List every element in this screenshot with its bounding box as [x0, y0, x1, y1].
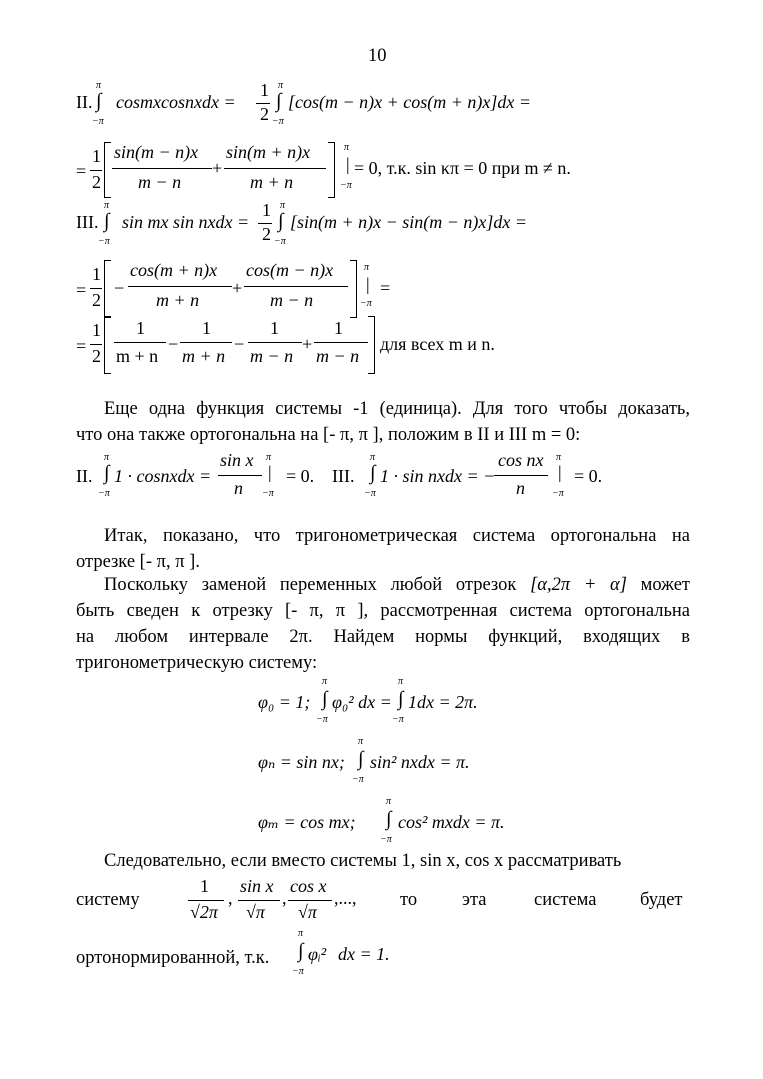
fraction-bar [188, 900, 224, 901]
fraction-num: sin(m − n)x [114, 142, 199, 162]
text-word: то [400, 890, 418, 910]
text-line: ортонормированной, т.к. [76, 948, 270, 968]
integral-sign: ∫ [276, 90, 282, 112]
limit-lower: −π [360, 298, 372, 309]
fraction-num: 1 [92, 146, 101, 166]
formula-rhs: [sin(m + n)x − sin(m − n)x]dx = [290, 212, 528, 232]
fraction-bar [90, 170, 102, 171]
limit-upper: π [322, 676, 328, 687]
fraction-num: 1 [260, 80, 269, 100]
fraction-den: √π [246, 902, 265, 922]
eval-bar: | [558, 462, 562, 482]
fraction-den: √2π [190, 902, 218, 922]
fraction-bar [238, 900, 280, 901]
limit-upper: π [398, 676, 404, 687]
fraction-den: m + n [156, 290, 200, 310]
bracket-left [104, 142, 111, 198]
text-line: Следовательно, если вместо системы 1, sin x, cos x рассматривать [104, 851, 622, 871]
fraction-num: 1 [262, 200, 271, 220]
sequence-tail: ,..., [334, 888, 357, 908]
integral-sign: ∫ [278, 210, 284, 232]
limit-upper: π [556, 452, 562, 463]
fraction-num: 1 [92, 320, 101, 340]
fraction-bar [218, 475, 262, 476]
limit-lower: −π [274, 236, 286, 247]
integral-sign: ∫ [96, 90, 102, 112]
phi-i-squared: φᵢ² [308, 944, 327, 964]
formula-rhs: [cos(m − n)x + cos(m + n)x]dx = [288, 92, 532, 112]
page-number: 10 [368, 46, 387, 66]
limit-lower: −π [392, 714, 404, 725]
fraction-bar [288, 900, 332, 901]
fraction-bar [244, 286, 348, 287]
limit-upper: π [266, 452, 272, 463]
fraction-num: cos nx [498, 450, 544, 470]
formula-tail: = 0. [286, 466, 315, 486]
limit-upper: π [104, 200, 110, 211]
integral-sign: ∫ [298, 940, 304, 962]
fraction-den: √π [298, 902, 317, 922]
fraction-den: m − n [138, 172, 182, 192]
limit-upper: π [280, 200, 286, 211]
text-line: отрезке [- π, π ]. [76, 552, 200, 572]
integral-sign: ∫ [104, 210, 110, 232]
bracket-right [368, 316, 375, 374]
limit-lower: −π [262, 488, 274, 499]
paragraph-4-line1 [76, 848, 690, 874]
limit-lower: −π [552, 488, 564, 499]
fraction-num: 1 [136, 318, 145, 338]
fraction-den: m − n [316, 346, 360, 366]
formula-label: II. [76, 92, 93, 112]
text-word: будет [640, 890, 683, 910]
fraction-den: 2 [92, 290, 101, 310]
fraction-num: cos(m − n)x [246, 260, 334, 280]
bracket-right [350, 260, 357, 318]
text-line: тригонометрическую систему: [76, 653, 318, 673]
norm-integral: φ₀² dx = [332, 692, 392, 712]
formula-tail: = 0. [574, 466, 603, 486]
integral-sign: ∫ [398, 688, 404, 710]
fraction-den: 2 [92, 172, 101, 192]
fraction-num: 1 [202, 318, 211, 338]
formula-label: III. [76, 212, 99, 232]
fraction-den: n [516, 478, 525, 498]
limit-upper: π [386, 796, 392, 807]
fraction-bar [248, 342, 302, 343]
fraction-den: m + n [250, 172, 294, 192]
limit-lower: −π [364, 488, 376, 499]
norm-def: φₘ = cos mx; [258, 812, 356, 832]
fraction-num: sin x [240, 876, 274, 896]
integral-sign: ∫ [322, 688, 328, 710]
fraction-den: 2 [92, 346, 101, 366]
norm-integral: cos² mxdx = π. [398, 812, 505, 832]
text-line: что она также ортогональна на [- π, π ], положим в II и III m = 0: [76, 425, 581, 445]
eval-bar: | [346, 154, 350, 174]
limit-upper: π [278, 80, 284, 91]
norm-result: 1dx = 2π. [408, 692, 478, 712]
fraction-bar [112, 168, 212, 169]
formula-expr: sin mx sin nxdx = [122, 212, 250, 232]
limit-upper: π [364, 262, 370, 273]
text-line: Еще одна функция системы -1 (единица). Для того чтобы доказать, [104, 399, 690, 419]
limit-upper: π [370, 452, 376, 463]
limit-lower: −π [352, 774, 364, 785]
fraction-den: m + n [116, 346, 159, 366]
integral-sign: ∫ [104, 462, 110, 484]
limit-lower: −π [92, 116, 104, 127]
norm-def: φₙ = sin nx; [258, 752, 345, 772]
fraction-den: 2 [260, 104, 269, 124]
bracket-left [104, 316, 111, 374]
limit-lower: −π [380, 834, 392, 845]
fraction-num: 1 [92, 264, 101, 284]
integral-sign: ∫ [370, 462, 376, 484]
fraction-den: n [234, 478, 243, 498]
fraction-den: 2 [262, 224, 271, 244]
integral-sign: ∫ [386, 808, 392, 830]
formula-expr: 1 · sin nxdx = − [380, 466, 496, 486]
fraction-bar [314, 342, 368, 343]
fraction-bar [494, 475, 548, 476]
paragraph-3 [76, 572, 690, 676]
limit-lower: −π [272, 116, 284, 127]
fraction-bar [90, 344, 102, 345]
formula-label: II. [76, 466, 93, 486]
text-word: система [534, 890, 597, 910]
norm-def: φ₀ = 1; [258, 692, 311, 712]
fraction-num: cos x [290, 876, 327, 896]
fraction-bar [128, 286, 232, 287]
integral-sign: ∫ [358, 748, 364, 770]
limit-upper: π [298, 928, 304, 939]
text-line: на любом интервале 2π. Найдем нормы функций, входящих в [76, 627, 690, 647]
text-word: эта [462, 890, 487, 910]
eval-bar: | [366, 274, 370, 294]
formula-expr: cosmxcosnxdx = [116, 92, 236, 112]
text-word: систему [76, 890, 140, 910]
fraction-bar [180, 342, 232, 343]
formula-tail: dx = 1. [338, 944, 390, 964]
fraction-bar [224, 168, 326, 169]
paragraph-2 [76, 523, 690, 575]
limit-lower: −π [98, 488, 110, 499]
segment-expr: [α,2π + α] [530, 575, 627, 595]
fraction-den: m + n [182, 346, 226, 366]
formula-label: III. [332, 466, 355, 486]
fraction-num: cos(m + n)x [130, 260, 218, 280]
fraction-num: 1 [334, 318, 343, 338]
limit-lower: −π [292, 966, 304, 977]
limit-lower: −π [98, 236, 110, 247]
eval-bar: | [268, 462, 272, 482]
text-line: быть сведен к отрезку [- π, π ], рассмотренная система ортогональна [76, 601, 690, 621]
limit-lower: −π [316, 714, 328, 725]
text-line: Поскольку заменой переменных любой отрезок [α,2π + α] может [104, 575, 691, 595]
fraction-den: m − n [270, 290, 314, 310]
norm-integral: sin² nxdx = π. [370, 752, 470, 772]
limit-upper: π [358, 736, 364, 747]
fraction-den: m − n [250, 346, 294, 366]
fraction-bar [114, 342, 166, 343]
fraction-num: 1 [200, 876, 209, 896]
paragraph-1 [76, 396, 690, 448]
fraction-num: sin x [220, 450, 254, 470]
formula-tail: = 0, т.к. sin κπ = 0 при m ≠ n. [354, 158, 571, 178]
fraction-num: 1 [270, 318, 279, 338]
limit-lower: −π [340, 180, 352, 191]
formula-tail: для всех m и n. [380, 334, 495, 354]
text-line: Итак, показано, что тригонометрическая система ортогональна на [104, 526, 690, 546]
bracket-left [104, 260, 111, 318]
limit-upper: π [96, 80, 102, 91]
limit-upper: π [344, 142, 350, 153]
bracket-right [328, 142, 335, 198]
fraction-bar [90, 288, 102, 289]
formula-expr: 1 · cosnxdx = [114, 466, 212, 486]
limit-upper: π [104, 452, 110, 463]
fraction-num: sin(m + n)x [226, 142, 311, 162]
